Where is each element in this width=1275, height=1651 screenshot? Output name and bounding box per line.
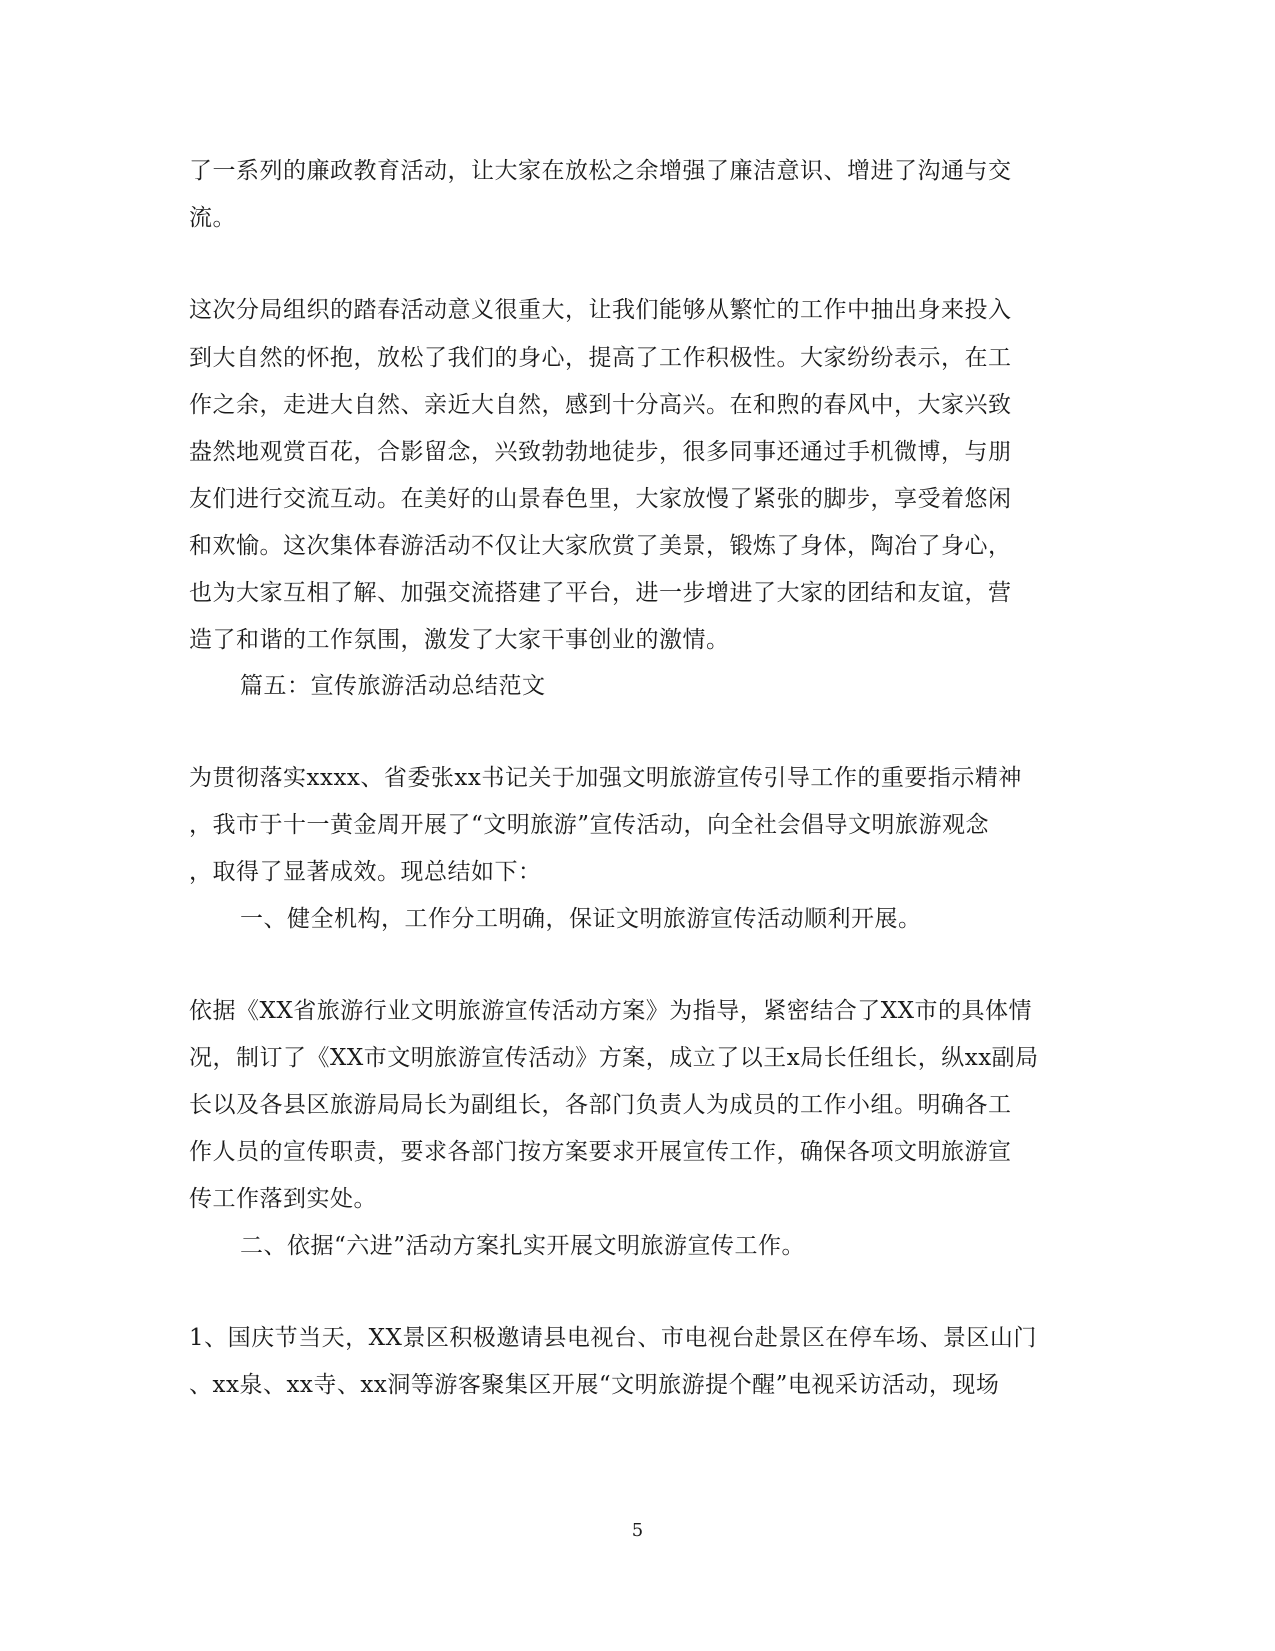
- text-line: 作之余，走进大自然、亲近大自然，感到十分高兴。在和煦的春风中，大家兴致: [189, 392, 1012, 418]
- section-heading: 篇五：宣传旅游活动总结范文: [240, 673, 546, 699]
- text-line: ，我市于十一黄金周开展了“文明旅游”宣传活动，向全社会倡导文明旅游观念: [189, 812, 990, 838]
- text-line: 造了和谐的工作氛围，激发了大家干事创业的激情。: [189, 627, 730, 653]
- page-number: 5: [631, 1520, 644, 1541]
- text-line: 了一系列的廉政教育活动，让大家在放松之余增强了廉洁意识、增进了沟通与交: [189, 158, 1012, 184]
- text-line: 也为大家互相了解、加强交流搭建了平台，进一步增进了大家的团结和友谊，营: [189, 580, 1012, 606]
- text-line: 1、国庆节当天，XX景区积极邀请县电视台、市电视台赴景区在停车场、景区山门: [189, 1325, 1037, 1351]
- text-line: 长以及各县区旅游局局长为副组长，各部门负责人为成员的工作小组。明确各工: [189, 1092, 1012, 1118]
- text-line: 、xx泉、xx寺、xx洞等游客聚集区开展“文明旅游提个醒”电视采访活动，现场: [189, 1372, 1000, 1398]
- subsection-heading: 二、依据“六进”活动方案扎实开展文明旅游宣传工作。: [240, 1233, 806, 1259]
- subsection-heading: 一、健全机构，工作分工明确，保证文明旅游宣传活动顺利开展。: [240, 906, 922, 932]
- text-line: 盎然地观赏百花，合影留念，兴致勃勃地徒步，很多同事还通过手机微博，与朋: [189, 439, 1012, 465]
- text-line: 况，制订了《XX市文明旅游宣传活动》方案，成立了以王x局长任组长，纵xx副局: [189, 1045, 1039, 1071]
- text-line: 到大自然的怀抱，放松了我们的身心，提高了工作积极性。大家纷纷表示，在工: [189, 345, 1012, 371]
- text-line: 友们进行交流互动。在美好的山景春色里，大家放慢了紧张的脚步，享受着悠闲: [189, 486, 1012, 512]
- text-line: 依据《XX省旅游行业文明旅游宣传活动方案》为指导，紧密结合了XX市的具体情: [189, 998, 1032, 1024]
- text-line: 为贯彻落实xxxx、省委张xx书记关于加强文明旅游宣传引导工作的重要指示精神: [189, 765, 1022, 791]
- text-line: 这次分局组织的踏春活动意义很重大，让我们能够从繁忙的工作中抽出身来投入: [189, 297, 1012, 323]
- text-line: 传工作落到实处。: [189, 1186, 377, 1212]
- text-line: 和欢愉。这次集体春游活动不仅让大家欣赏了美景，锻炼了身体，陶冶了身心，: [189, 533, 1012, 559]
- text-line: 作人员的宣传职责，要求各部门按方案要求开展宣传工作，确保各项文明旅游宣: [189, 1139, 1012, 1165]
- text-line: 流。: [189, 205, 236, 231]
- text-line: ，取得了显著成效。现总结如下：: [189, 859, 542, 885]
